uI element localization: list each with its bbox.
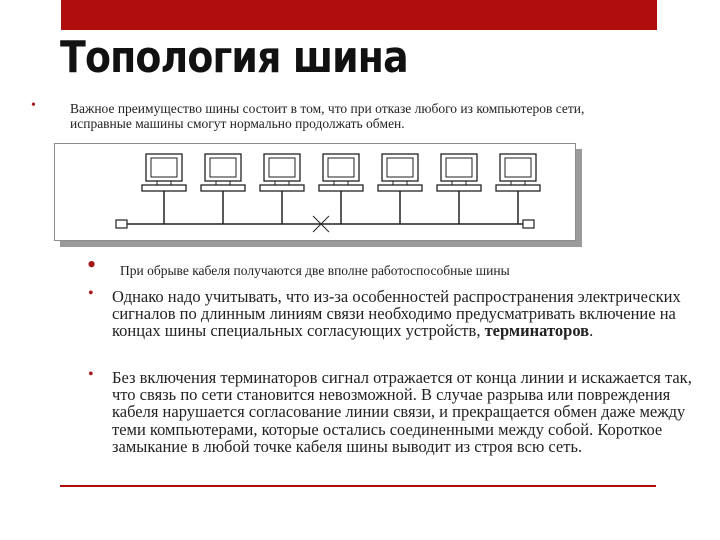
terminators-term: терминаторов	[484, 321, 590, 340]
paragraph-terminators	[112, 288, 692, 339]
terminator-left	[116, 220, 127, 228]
monitor-screen	[210, 158, 236, 177]
bullet-icon: •	[88, 285, 94, 302]
bus-topology-diagram	[54, 143, 576, 241]
monitor-screen	[387, 158, 413, 177]
monitor-screen	[151, 158, 177, 177]
keyboard-base	[142, 185, 186, 191]
bullet-icon: •	[88, 366, 94, 383]
paragraph-end: .	[589, 321, 594, 340]
monitor-screen	[328, 158, 354, 177]
paragraph-text: Однако надо учитывать, что из-за особенностей распространения электрических сигналов по длинным линиям связи необходимо предусматривать включение на концах шины специальных согласующих устройств,	[112, 287, 681, 340]
monitor-screen	[505, 158, 531, 177]
bullet-icon: •	[31, 98, 36, 113]
keyboard-base	[201, 185, 245, 191]
monitor-screen	[446, 158, 472, 177]
paragraph-reflection: Без включения терминаторов сигнал отражается от конца линии и искажается так, что связь по сети становится невозможной. В случае разрыва или повреждения кабеля нарушается согласование линии связи, и прекращается обмен даже между теми компьютерами, которые остались соединенными между собой. Короткое замыкание в любой точке кабеля шины выводит из строя всю сеть.	[112, 368, 692, 456]
bus-diagram-svg	[55, 144, 577, 242]
bottom-accent-line	[60, 485, 656, 487]
keyboard-base	[260, 185, 304, 191]
keyboard-base	[319, 185, 363, 191]
monitor-screen	[269, 158, 295, 177]
intro-text: Важное преимущество шины состоит в том, что при отказе любого из компьютеров сети, исправные машины смогут нормально продолжать обмен.	[70, 101, 585, 131]
terminator-right	[523, 220, 534, 228]
top-accent-bar	[61, 0, 657, 30]
keyboard-base	[378, 185, 422, 191]
slide-title: Топология шина	[60, 32, 408, 83]
bullet-icon: •	[87, 250, 97, 279]
keyboard-base	[437, 185, 481, 191]
diagram-caption: При обрыве кабеля получаются две вполне работоспособные шины	[120, 263, 510, 278]
keyboard-base	[496, 185, 540, 191]
